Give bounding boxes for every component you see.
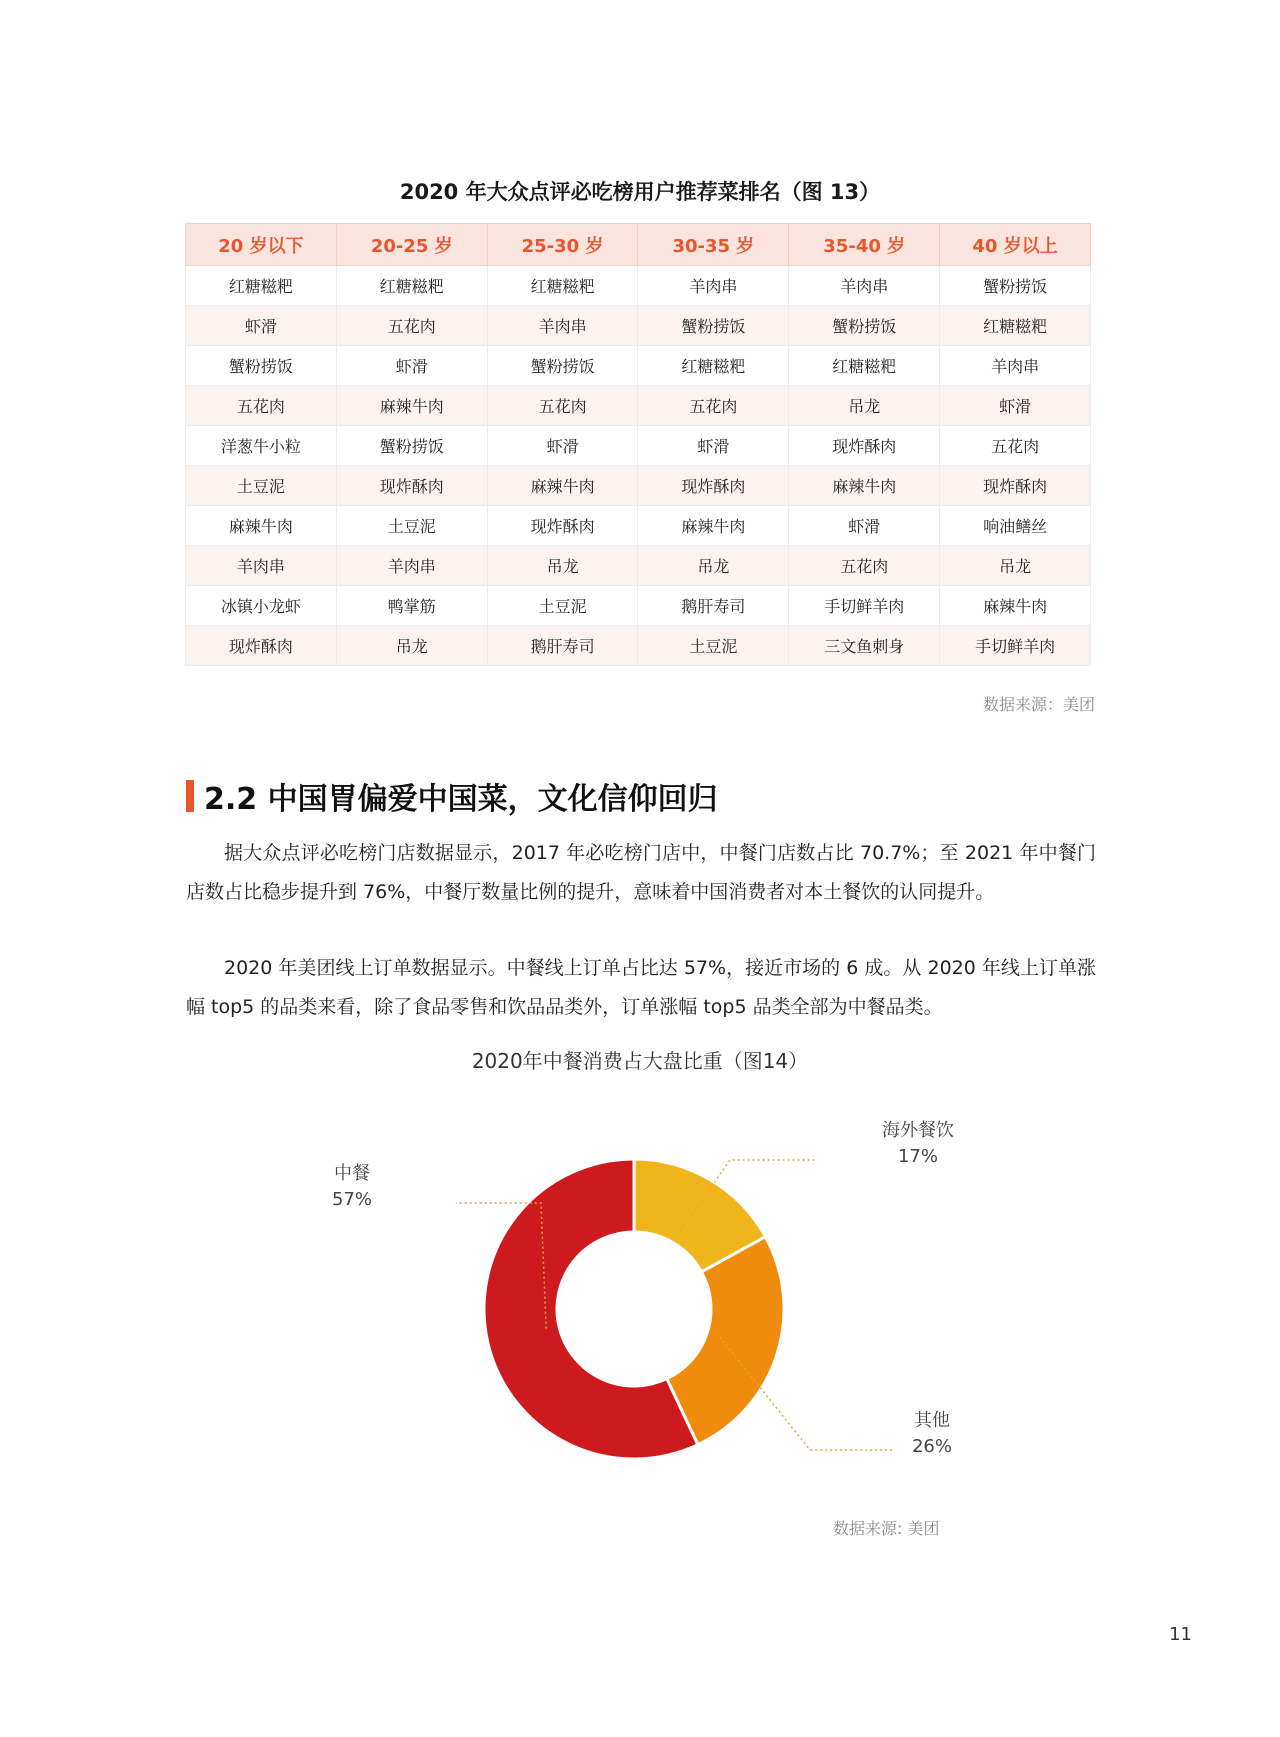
table-cell: 羊肉串 <box>336 546 487 586</box>
table-cell: 蟹粉捞饭 <box>638 306 789 346</box>
table-cell: 麻辣牛肉 <box>638 506 789 546</box>
table-cell: 蟹粉捞饭 <box>336 426 487 466</box>
page-number: 11 <box>1169 1624 1192 1645</box>
table-cell: 虾滑 <box>940 386 1091 426</box>
table-cell: 土豆泥 <box>487 586 638 626</box>
table-cell: 现炸酥肉 <box>638 466 789 506</box>
slice-value-label: 26% <box>911 1436 953 1457</box>
table-cell: 吊龙 <box>789 386 940 426</box>
table-cell: 虾滑 <box>789 506 940 546</box>
slice-label: 其他 <box>914 1410 950 1431</box>
table-cell: 虾滑 <box>186 306 337 346</box>
table-cell: 吊龙 <box>487 546 638 586</box>
table-cell: 蟹粉捞饭 <box>940 266 1091 306</box>
table-cell: 羊肉串 <box>940 346 1091 386</box>
slice-value-label: 17% <box>897 1146 939 1167</box>
ranking-table <box>185 223 1091 666</box>
table-row <box>186 586 1091 626</box>
table-row <box>186 546 1091 586</box>
donut-chart <box>0 1080 1280 1500</box>
table-cell: 五花肉 <box>638 386 789 426</box>
table-header-cell: 20 岁以下 <box>186 224 337 266</box>
table-cell: 五花肉 <box>336 306 487 346</box>
body-paragraph-1: 据大众点评必吃榜门店数据显示，2017 年必吃榜门店中，中餐门店数占比 70.7%；至 2021 年中餐门店数占比稳步提升到 76%，中餐厅数量比例的提升，意味着中国消费者对本土餐饮的认同提升。 <box>186 842 1096 903</box>
table-row <box>186 266 1091 306</box>
table-row <box>186 346 1091 386</box>
table-cell: 蟹粉捞饭 <box>186 346 337 386</box>
table-cell: 鸭掌筋 <box>336 586 487 626</box>
table-header-row <box>186 224 1091 266</box>
table-cell: 虾滑 <box>638 426 789 466</box>
table-row <box>186 426 1091 466</box>
table-header-cell: 35-40 岁 <box>789 224 940 266</box>
table-cell: 手切鲜羊肉 <box>940 626 1091 666</box>
table-cell: 吊龙 <box>638 546 789 586</box>
section-heading <box>186 777 718 815</box>
table-cell: 虾滑 <box>336 346 487 386</box>
table-cell: 土豆泥 <box>638 626 789 666</box>
chart-title: 2020年中餐消费占大盘比重（图14） <box>471 1049 809 1073</box>
table-cell: 麻辣牛肉 <box>186 506 337 546</box>
table-cell: 响油鳝丝 <box>940 506 1091 546</box>
table-header-cell: 25-30 岁 <box>487 224 638 266</box>
table-title: 2020 年大众点评必吃榜用户推荐菜排名（图 13） <box>399 180 881 204</box>
table-cell: 红糖糍粑 <box>487 266 638 306</box>
table-cell: 麻辣牛肉 <box>789 466 940 506</box>
table-cell: 五花肉 <box>940 426 1091 466</box>
table-cell: 土豆泥 <box>336 506 487 546</box>
table-cell: 红糖糍粑 <box>940 306 1091 346</box>
table-cell: 吊龙 <box>940 546 1091 586</box>
table-row <box>186 306 1091 346</box>
table-cell: 红糖糍粑 <box>789 346 940 386</box>
body-paragraph-2: 2020 年美团线上订单数据显示。中餐线上订单占比达 57%，接近市场的 6 成。从 2020 年线上订单涨幅 top5 的品类来看，除了食品零售和饮品品类外，订单涨幅 top5 品类全部为中餐品类。 <box>186 957 1096 1018</box>
table-cell: 虾滑 <box>487 426 638 466</box>
table-body <box>186 266 1091 666</box>
table-cell: 红糖糍粑 <box>336 266 487 306</box>
table-cell: 洋葱牛小粒 <box>186 426 337 466</box>
table-cell: 现炸酥肉 <box>789 426 940 466</box>
table-cell: 红糖糍粑 <box>186 266 337 306</box>
table-cell: 羊肉串 <box>186 546 337 586</box>
table-cell: 五花肉 <box>186 386 337 426</box>
slice-value-label: 57% <box>331 1189 373 1210</box>
table-cell: 三文鱼刺身 <box>789 626 940 666</box>
table-cell: 现炸酥肉 <box>940 466 1091 506</box>
table-cell: 鹅肝寿司 <box>487 626 638 666</box>
chart-source-note: 数据来源: 美团 <box>833 1519 940 1538</box>
table-cell: 麻辣牛肉 <box>940 586 1091 626</box>
table-cell: 五花肉 <box>789 546 940 586</box>
table-row <box>186 626 1091 666</box>
slice-label: 中餐 <box>334 1163 370 1184</box>
table-cell: 现炸酥肉 <box>186 626 337 666</box>
table-cell: 手切鲜羊肉 <box>789 586 940 626</box>
slice-label: 海外餐饮 <box>882 1120 954 1141</box>
table-cell: 现炸酥肉 <box>487 506 638 546</box>
table-cell: 蟹粉捞饭 <box>789 306 940 346</box>
table-header-cell: 30-35 岁 <box>638 224 789 266</box>
table-cell: 土豆泥 <box>186 466 337 506</box>
table-cell: 羊肉串 <box>638 266 789 306</box>
table-cell: 冰镇小龙虾 <box>186 586 337 626</box>
table-source-note: 数据来源：美团 <box>982 695 1095 714</box>
table-cell: 羊肉串 <box>789 266 940 306</box>
table-row <box>186 506 1091 546</box>
table-cell: 羊肉串 <box>487 306 638 346</box>
heading-accent-bar <box>186 780 194 812</box>
table-cell: 麻辣牛肉 <box>336 386 487 426</box>
table-header-cell: 20-25 岁 <box>336 224 487 266</box>
table-header-cell: 40 岁以上 <box>940 224 1091 266</box>
section-heading-text: 2.2 中国胃偏爱中国菜，文化信仰回归 <box>204 782 718 817</box>
table-row <box>186 466 1091 506</box>
table-cell: 鹅肝寿司 <box>638 586 789 626</box>
table-cell: 蟹粉捞饭 <box>487 346 638 386</box>
table-cell: 红糖糍粑 <box>638 346 789 386</box>
table-cell: 五花肉 <box>487 386 638 426</box>
table-row <box>186 386 1091 426</box>
table-cell: 麻辣牛肉 <box>487 466 638 506</box>
table-cell: 吊龙 <box>336 626 487 666</box>
table-cell: 现炸酥肉 <box>336 466 487 506</box>
